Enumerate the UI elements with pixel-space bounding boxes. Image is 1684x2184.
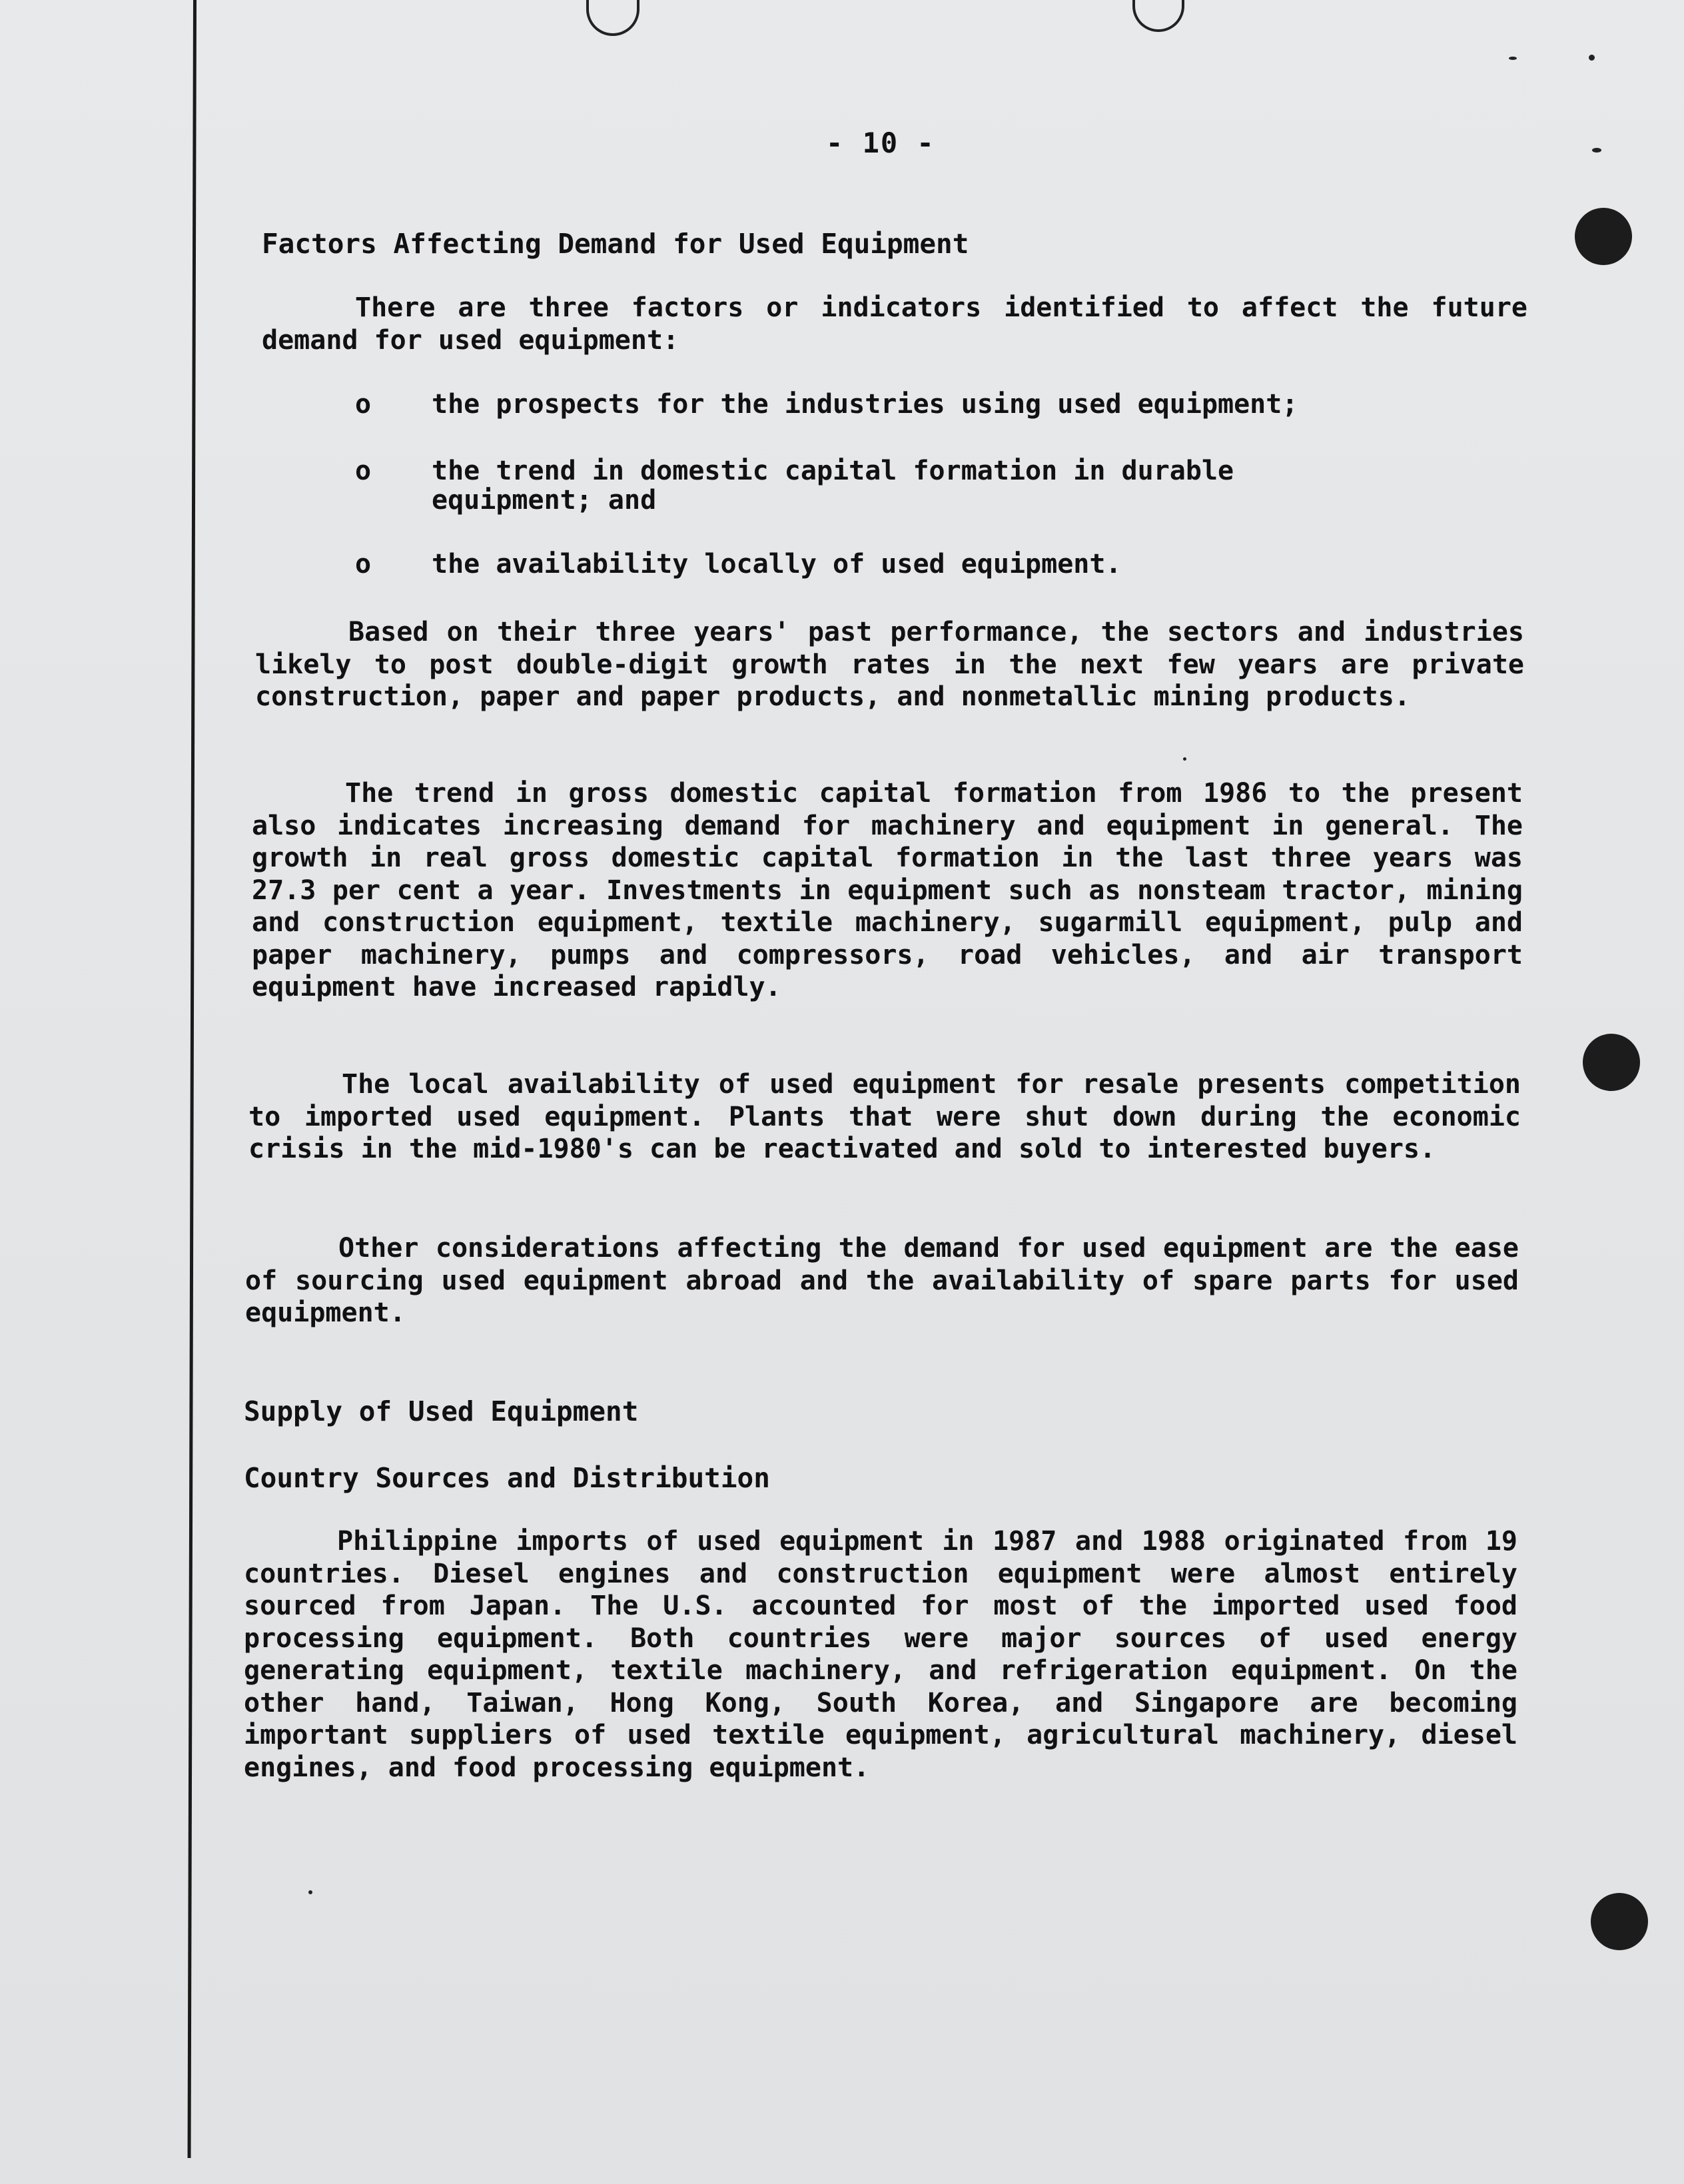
bullet-mark: o (355, 389, 372, 420)
bullet-item (355, 456, 1487, 520)
paragraph-local-availability (248, 1068, 1521, 1166)
bullet-mark: o (355, 456, 372, 486)
paragraph-capital-formation (252, 777, 1523, 1004)
paragraph-text: Based on their three years' past performance, the sectors and industries likely to post double-digit growth rates in the next few years are private construction, paper and paper products, and nonmetallic mining products. (255, 617, 1524, 712)
paragraph-text: Other considerations affecting the demand for used equipment are the ease of sourcing used equipment abroad and the availability of spare parts for used equipment. (245, 1233, 1519, 1328)
bullet-text: the prospects for the industries using used equipment; (432, 389, 1298, 420)
paragraph-text: Philippine imports of used equipment in 1987 and 1988 originated from 19 countries. Diesel engines and construction equipment were almost entirely sourced from Japan. The U.S. accounted for most of the imported used food processing equipment. Both countries were major sources of used energy generating equipment, textile machinery, and refrigeration equipment. On the other hand, Taiwan, Hong Kong, South Korea, and Singapore are becoming important suppliers of used textile equipment, agricultural machinery, diesel engines, and food processing equipment. (244, 1526, 1517, 1783)
paragraph-other-considerations (245, 1232, 1519, 1329)
bullet-mark: o (355, 549, 372, 579)
subheading-country-sources: Country Sources and Distribution (244, 1462, 770, 1494)
bullet-item (355, 549, 1487, 583)
paragraph-growth-sectors (255, 616, 1524, 713)
bullet-item (355, 390, 1487, 423)
bullet-text: the trend in domestic capital formation in durable equipment; and (432, 456, 1234, 516)
paragraph-text: The local availability of used equipment for resale presents competition to imported used equipment. Plants that were shut down during the economic crisis in the mid-1980's can be reactivated and sold to interested buyers. (248, 1069, 1521, 1164)
intro-text: There are three factors or indicators identified to affect the future demand for used equipment: (262, 292, 1527, 356)
paragraph-text: The trend in gross domestic capital formation from 1986 to the present also indicates increasing demand for machinery and equipment in general. The growth in real gross domestic capital formation in the last three years was 27.3 per cent a year. Investments in equipment such as nonsteam tractor, mining and construction equipment, textile machinery, sugarmill equipment, pulp and paper machinery, pumps and compressors, road vehicles, and air transport equipment have increased rapidly. (252, 778, 1523, 1002)
section-heading-supply: Supply of Used Equipment (244, 1395, 639, 1427)
intro-paragraph (262, 292, 1527, 356)
page-number: - 10 - (826, 127, 935, 159)
section-heading-factors: Factors Affecting Demand for Used Equipment (262, 228, 969, 260)
paragraph-country-sources (244, 1525, 1517, 1784)
bullet-text: the availability locally of used equipment. (432, 549, 1122, 579)
